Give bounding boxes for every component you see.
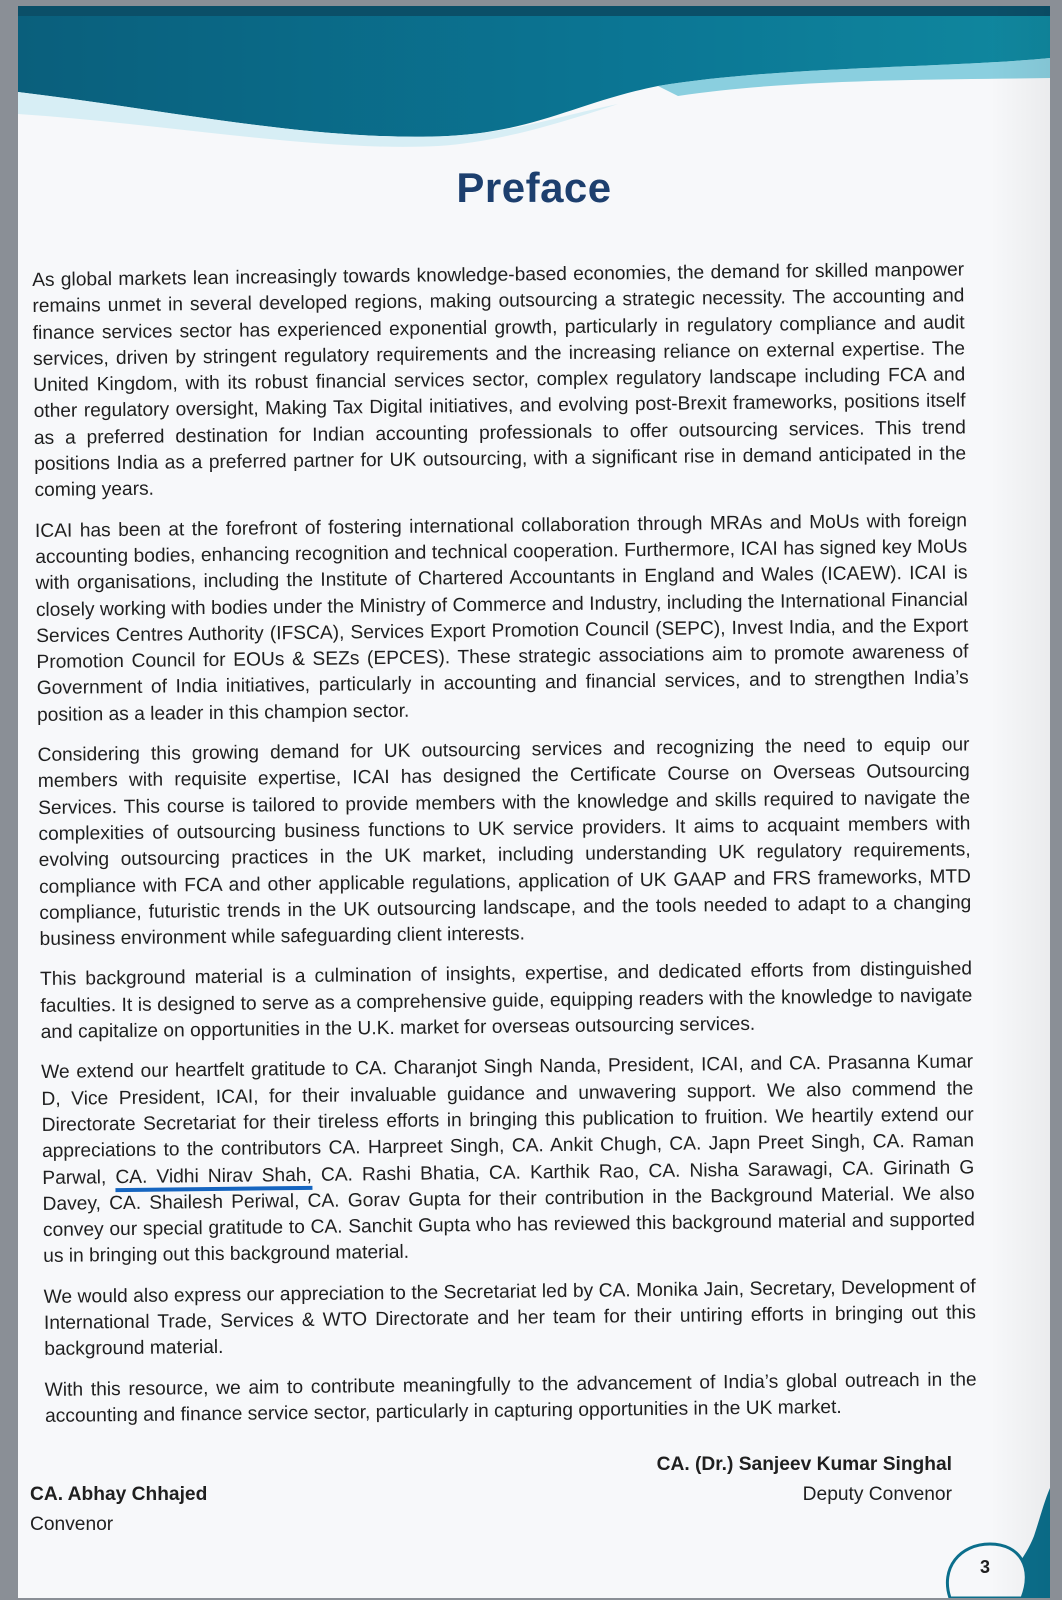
signature-convenor (30, 1480, 207, 1540)
paragraph-text: CA. Rashi Bhatia, CA. Karthik Rao, CA. Nisha Sarawagi, CA. Girinath G Davey, CA. Shailesh Periwal, CA. Gorav Gupta for their contribution in the Background Material. We also convey our special gratitude to CA. Sanchit Gupta who has reviewed this background material and supported us in bringing out this background material. (42, 1156, 975, 1268)
signature-deputy-convenor (657, 1450, 952, 1510)
header-wave-decoration (18, 6, 1050, 156)
signatory-role: Deputy Convenor (802, 1484, 952, 1505)
page-title: Preface (456, 164, 612, 211)
paragraph-text: We extend our heartfelt gratitude to CA. Charanjot Singh Nanda, President, ICAI, and CA. Prasanna Kumar D, Vice President, ICAI, for their invaluable guidance and unwavering support. We also commend the Directorate Secretariat for their tireless efforts in bringing this publication to fruition. We heartily extend our appreciations to the contributors CA. Harpreet Singh, CA. Ankit Chugh, CA. Japn Preet Singh, CA. Raman Parwal, (41, 1051, 975, 1189)
paragraph: This background material is a culmination of insights, expertise, and dedicated efforts from distinguished faculties. It is designed to serve as a comprehensive guide, equipping readers with the knowledge to navigate and capitalize on opportunities in the U.K. market for overseas outsourcing services. (39, 958, 973, 1043)
paragraph: With this resource, we aim to contribute meaningfully to the advancement of India’s global outreach in the accounting and finance service sector, particularly in capturing opportunities in the UK market. (44, 1368, 977, 1427)
paragraph: Considering this growing demand for UK outsourcing services and recognizing the need to equip our members with requisite expertise, ICAI has designed the Certificate Course on Overseas Outsourcing Services. This course is tailored to provide members with the knowledge and skills required to navigate the complexities of outsourcing business functions to UK service providers. It aims to acquaint members with evolving outsourcing practices in the UK market, including understanding UK regulatory requirements, compliance with FCA and other applicable regulations, application of UK GAAP and FRS frameworks, MTD compliance, futuristic trends in the UK outsourcing landscape, and the tools needed to adapt to a changing business environment while safeguarding client interests. (37, 734, 972, 951)
paragraph-acknowledgements (41, 1050, 975, 1271)
signatory-name: CA. (Dr.) Sanjeev Kumar Singhal (656, 1454, 952, 1475)
underlined-name: CA. Vidhi Nirav Shah, (115, 1164, 312, 1191)
signatory-role: Convenor (30, 1514, 114, 1535)
paragraph: As global markets lean increasingly towards knowledge-based economies, the demand for skilled manpower remains unmet in several developed regions, making outsourcing a strategic necessity. The accounting and finance services sector has experienced exponential growth, particularly in regulatory compliance and audit services, driven by stringent regulatory requirements and the increasing reliance on external expertise. The United Kingdom, with its robust financial services sector, complex regulatory landscape including FCA and other regulatory oversight, Making Tax Digital initiatives, and evolving post-Brexit frameworks, positions itself as a preferred destination for Indian accounting professionals to offer outsourcing services. This trend positions India as a preferred partner for UK outsourcing, with a significant rise in demand anticipated in the coming years. (32, 259, 967, 502)
document-page (18, 6, 1050, 1598)
paragraph: ICAI has been at the forefront of fostering international collaboration through MRAs and MoUs with foreign accounting bodies, enhancing recognition and technical cooperation. Furthermore, ICAI has signed key MoUs with organisations, including the Institute of Chartered Accountants in England and Wales (ICAEW). ICAI is closely working with bodies under the Ministry of Commerce and Industry, including the International Financial Services Centres Authority (IFSCA), Services Export Promotion Council (SEPC), Invest India, and the Export Promotion Council for EOUs & SEZs (EPCES). These strategic associations aim to promote awareness of Government of India initiatives, particularly in accounting and financial services, and to strengthen India’s position as a leader in this champion sector. (34, 510, 969, 726)
page-number: 3 (979, 1557, 990, 1577)
paragraph: We would also express our appreciation to the Secretariat led by CA. Monika Jain, Secretary, Development of International Trade, Services & WTO Directorate and her team for their untiring efforts in bringing out this background material. (43, 1276, 977, 1361)
footer-corner-decoration (930, 1488, 1050, 1598)
preface-body (32, 257, 977, 1444)
signatory-name: CA. Abhay Chhajed (30, 1484, 208, 1505)
